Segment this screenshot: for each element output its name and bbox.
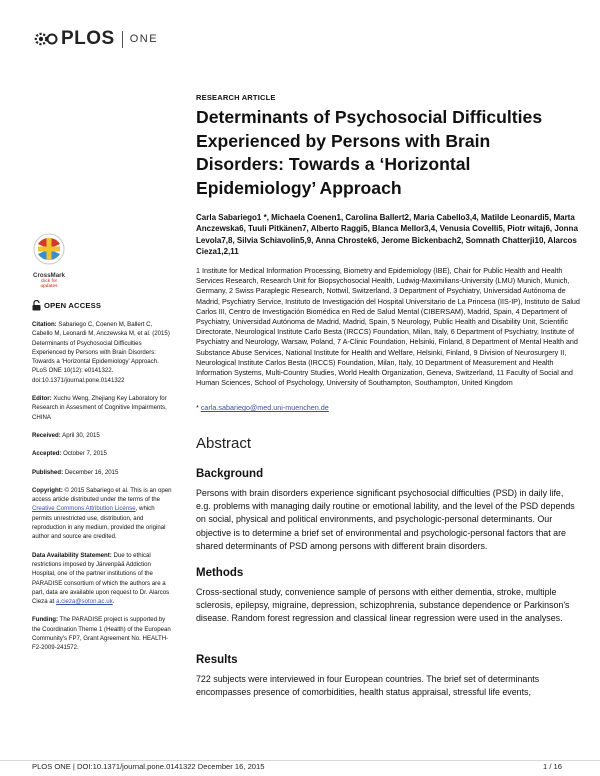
open-lock-icon [32,300,41,311]
abstract-heading: Abstract [196,435,252,452]
copyright-block [32,486,172,542]
footer-divider [0,760,600,761]
open-access-badge [32,300,172,311]
citation-block [32,320,172,385]
editor-block [32,394,172,422]
section-heading-results: Results [196,654,238,666]
editor-text: Xuchu Weng, Zhejiang Key Laboratory for Research in Assesment of Cognitive Impairments, CHINA [32,395,167,421]
published-block [32,468,172,477]
footer-citation: PLOS ONE | DOI:10.1371/journal.pone.0141322 December 16, 2015 [32,762,265,771]
accepted-block [32,449,172,458]
funding-text: The PARADISE project is supported by the Coordination Theme 1 (Health) of the European Community's FP7, Grant Agreement No. HEALTH-F2-2009-241572. [32,616,171,652]
copyright-label: Copyright: [32,486,63,494]
email-link[interactable]: carla.sabariego@med.uni-muenchen.de [200,403,329,412]
copyright-text: © 2015 Sabariego et al. This is an open access article distributed under the terms of the [32,486,172,504]
article-title: Determinants of Psychosocial Difficulties Experienced by Persons with Brain Disorders: Towards a ‘Horizontal Epidemiology’ Approach [196,107,543,198]
section-text-results: 722 subjects were interviewed in four European countries. The brief set of determinants encompasses presence of comorbidities, health status appraisal, stressful life events, [196,674,540,698]
article-sidebar [32,300,172,662]
article-type: RESEARCH ARTICLE [196,93,276,102]
logo-divider [122,31,123,48]
logo-brand: PLOS [61,28,115,49]
accepted-label: Accepted: [32,450,62,458]
author-list: Carla Sabariego1 *, Michaela Coenen1, Carolina Ballert2, Maria Cabello3,4, Matilde Leonardi5, Marta Anczewska6, Tuuli Pitkänen7, Alberto Raggi5, Blanca Mellor3,4, Venusia Covelli5, Piotr witaj6, Jonna Levola7,8, Silvia Schiavolin5,9, Anna Chrostek6, Jerome Bickenbach2, Somnath Chatterji10, Alarcos Cieza1,2,11 [196,213,578,256]
page-number: 1 / 16 [543,762,562,771]
published-date: December 16, 2015 [64,468,119,476]
logo-journal: ONE [129,33,159,45]
editor-label: Editor: [32,395,52,403]
crossmark-icon [32,232,66,266]
accepted-date: October 7, 2015 [63,450,107,458]
data-availability-end: . [112,598,115,606]
citation-label: Citation: [32,321,57,328]
affiliations: 1 Institute for Medical Information Processing, Biometry and Epidemiology (IBE), Chair for Public Health and Health Services Research, Research Unit for Biopsychosocial Health, Ludwig-Maximilians-University (LMU) Munich, Munich, Germany, 2 Swiss Paraplegic Research, Nottwil, Switzerland, 3 Department of Psychiatry, Universidad Autónoma de Madrid, Psychiatry Service, Instituto de Investigación del Hospital Universitario de La Princesa (IIS-IP), Instituto de Salud Carlos III, Centro de Investigación Biomédica en Red de Salud Mental (CIBERSAM), Madrid, Spain, 4 Department of Psychiatry, Universidad Autónoma de Madrid, Madrid, Spain, 5 Neurology, Public Health and Disability Unit, Scientific Directorate, Neurological Institute Carlo Besta (IRCCS) Foundation, Milan, Italy, 6 Department of Psychiatry, Institute of Psychiatry and Neurology, Warsaw, Poland, 7 A-Clinic Foundation, Helsinki, Finland, 8 Department of Mental Health and Substance Abuse Services, National Institute for Health and Welfare, Helsinki, Finland, 9 Division of Neurosurgery II, Neurological Institute Carlos Besta (IRCCS) Foundation, Milan, Italy, 10 Department of Measurement and Health Information Systems, Multi-Country Studies, World Health Organization, Geneva, Switzerland, 11 Faculty of Social and Human Sciences, School of Psychology, University of Southampton, Southampton, United Kingdom [196,266,580,388]
published-label: Published: [32,468,64,476]
section-heading-methods: Methods [196,567,244,579]
section-text-methods: Cross-sectional study, convenience sample of persons with either dementia, stroke, multiple sclerosis, epilepsy, migraine, depression, schizophrenia, substance dependence or Parkinson's disease. Random forest regression and classical linear regression were used in the analyses. [196,587,570,624]
received-label: Received: [32,431,61,439]
open-access-label: OPEN ACCESS [44,300,102,310]
section-text-background: Persons with brain disorders experience significant psychosocial difficulties (PSD) in daily life, e.g. problems with managing daily routine or emotional lability, and the level of the PSD depends on social, physical and political environments, and psychologic-personal determinants. Our objective is to determine a brief set of environmental and psychologic-personal factors that are shared determinants of PSD among persons with different brain disorders. [196,488,575,551]
funding-label: Funding: [32,616,59,624]
crossmark-badge[interactable] [32,232,66,289]
data-availability-block [32,551,172,607]
corresponding-email [196,403,329,412]
journal-logo[interactable] [32,28,158,50]
copyright-text-end: , which permits unrestricted use, distribution, and reproduction in any medium, provided the original author and source are credited. [32,505,166,541]
received-block [32,431,172,440]
citation-text: Sabariego C, Coenen M, Ballert C, Cabello M, Leonardi M, Anczewska M, et al. (2015) Determinants of Psychosocial Difficulties Experienced by Persons with Brain Disorders: Towards a ‘Horizontal Epidemiology’ Approach. PLoS ONE 10(12): e0141322. doi:10.1371/journal.pone.0141322 [32,321,170,384]
data-availability-text: Due to ethical restrictions imposed by Järvenpää Addiction Hospital, one of the partner institutions of the PARADISE consortium of which the authors are a part, data are available upon request to Dr. Alarcos Cieza at [32,551,170,606]
data-availability-label: Data Availability Statement: [32,551,112,559]
license-link[interactable]: Creative Commons Attribution License [32,505,136,513]
plos-logo-mark-icon [32,29,58,49]
crossmark-label: CrossMark [33,272,65,279]
section-heading-background: Background [196,468,264,480]
crossmark-sublabel: click for updates [40,279,58,289]
received-date: April 30, 2015 [62,431,100,439]
data-contact-email-link[interactable]: a.cieza@soton.ac.uk [56,598,113,606]
email-marker: * [196,403,199,412]
funding-block [32,615,172,652]
